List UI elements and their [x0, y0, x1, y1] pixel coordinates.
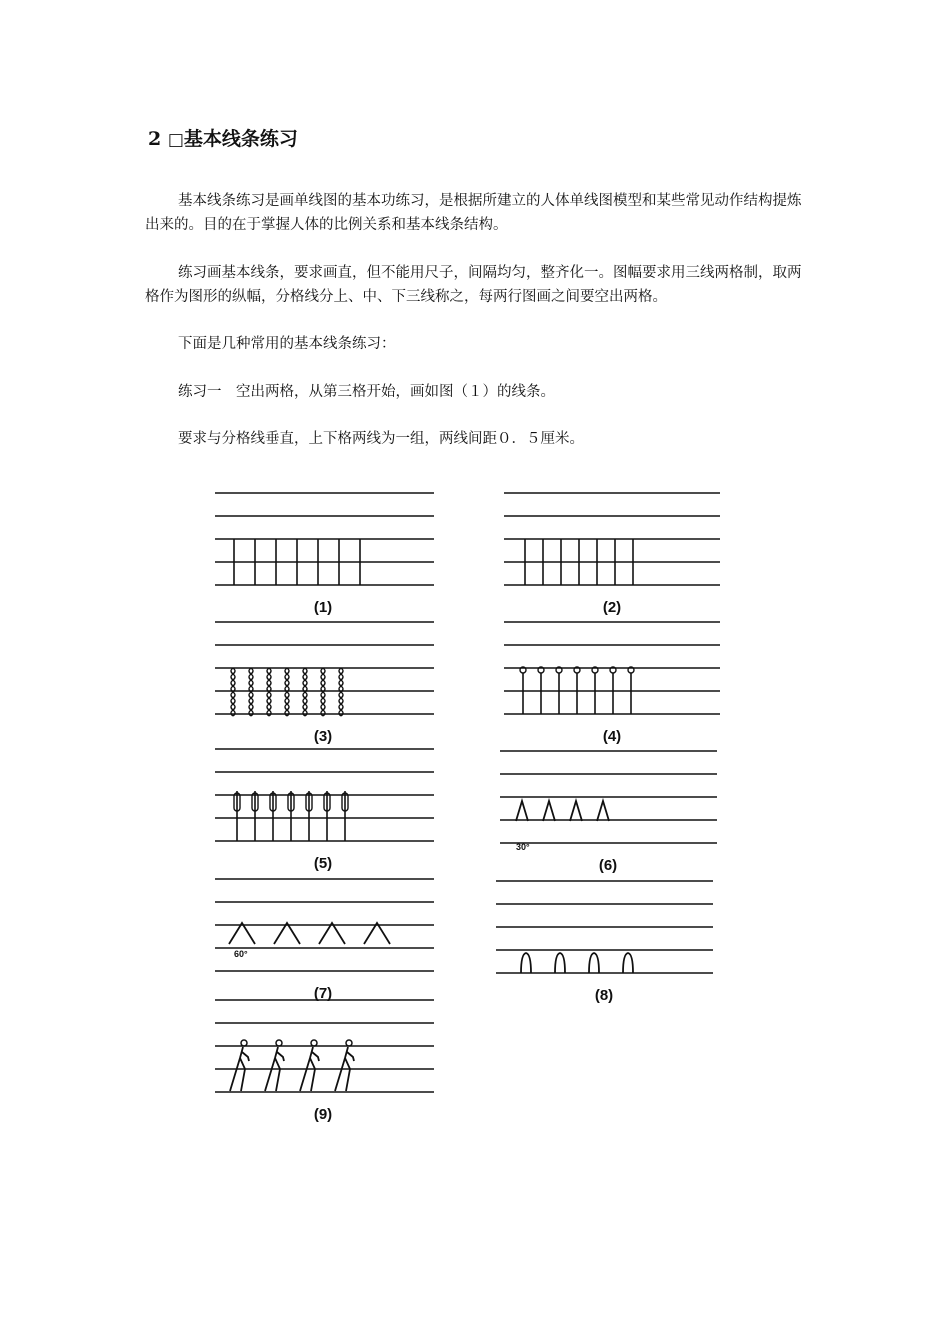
stroke-mark [321, 668, 325, 716]
stroke-mark [364, 923, 390, 944]
stroke-mark [516, 801, 528, 821]
section-title: 基本线条练习 [183, 128, 298, 150]
figure-caption: (8) [594, 987, 614, 1004]
figure-2 [504, 493, 720, 616]
figure-caption: (5) [313, 855, 333, 872]
figure-9 [215, 1000, 434, 1123]
stroke-mark [274, 923, 300, 944]
paragraph-exercise-one: 练习一 空出两格，从第三格开始，画如图（１）的线条。 [178, 384, 555, 400]
stroke-mark [241, 1040, 247, 1046]
stroke-mark [521, 953, 531, 973]
paragraph-requirements: 练习画基本线条，要求画直，但不能用尺子，间隔均匀，整齐化一。图幅要求用三线两格制，取两格作为图形的纵幅，分格线分上、中、下三线称之，每两行图画之间要空出两格。 [145, 265, 802, 305]
figure-1 [215, 493, 434, 616]
stroke-mark [543, 801, 555, 821]
figure-caption: (4) [602, 728, 622, 745]
stroke-mark [346, 1040, 352, 1046]
stroke-mark [339, 668, 343, 716]
paragraph-list-intro: 下面是几种常用的基本线条练习： [178, 336, 396, 352]
stroke-mark [276, 1040, 282, 1046]
stroke-mark [555, 953, 565, 973]
figure-4 [504, 622, 720, 745]
angle-label: 30° [516, 842, 530, 852]
paragraph-spacing: 要求与分格线垂直，上下格两线为一组，两线间距０．５厘米。 [178, 431, 584, 447]
stroke-mark [229, 923, 255, 944]
figure-caption: (2) [602, 599, 622, 616]
paragraph-intro: 基本线条练习是画单线图的基本功练习，是根据所建立的人体单线图模型和某些常见动作结构提炼出来的。目的在于掌握人体的比例关系和基本线条结构。 [145, 193, 802, 233]
angle-label: 60° [234, 949, 248, 959]
stroke-mark [589, 953, 599, 973]
figure-caption: (9) [313, 1106, 333, 1123]
stroke-mark [303, 668, 307, 716]
figure-caption: (3) [313, 728, 333, 745]
section-separator: □ [167, 130, 184, 150]
figure-8 [496, 881, 713, 1004]
stroke-mark [285, 668, 289, 716]
figure-caption: (7) [313, 985, 333, 1002]
figure-5 [215, 749, 434, 872]
stroke-mark [267, 668, 271, 716]
figure-6 [500, 751, 717, 874]
stroke-mark [597, 801, 609, 821]
stroke-mark [311, 1040, 317, 1046]
stroke-mark [249, 668, 253, 716]
stroke-mark [319, 923, 345, 944]
stroke-mark [231, 668, 235, 716]
figure-7 [215, 879, 434, 1002]
stroke-mark [570, 801, 582, 821]
figure-caption: (6) [598, 857, 618, 874]
section-number: 2 [148, 128, 162, 150]
figure-3 [215, 622, 434, 745]
stroke-mark [623, 953, 633, 973]
figure-caption: (1) [313, 599, 333, 616]
